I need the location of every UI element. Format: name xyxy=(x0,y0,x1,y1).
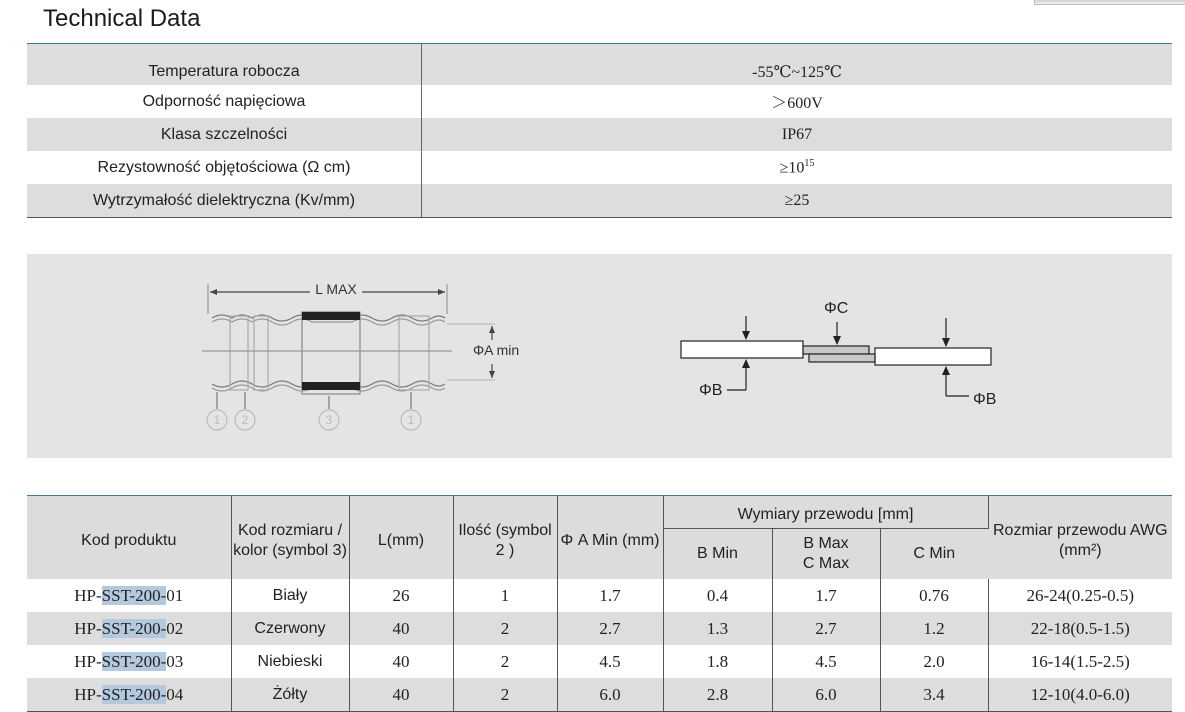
color-cell: Biały xyxy=(231,579,349,612)
l-max-label: L MAX xyxy=(315,281,357,297)
conductor-lower xyxy=(809,354,875,362)
conductor-upper xyxy=(803,346,869,354)
b-min-cell: 2.8 xyxy=(663,678,772,712)
spec-row xyxy=(27,118,1172,151)
phi-a-cell: 4.5 xyxy=(557,645,663,678)
product-code xyxy=(27,612,231,645)
part-number: 1 xyxy=(213,413,221,427)
awg-cell: 22-18(0.5-1.5) xyxy=(988,612,1172,645)
code-prefix: HP- xyxy=(74,651,102,671)
length-cell: 26 xyxy=(349,579,453,612)
header-code: Kod produktu xyxy=(27,496,231,579)
wire-left xyxy=(681,341,803,358)
code-highlight: SST-200- xyxy=(101,651,167,671)
code-suffix: 01 xyxy=(166,585,184,605)
part-number: 3 xyxy=(325,413,333,427)
spec-value: -55℃~125℃ xyxy=(422,44,1173,85)
header-size-color: Kod rozmiaru / kolor (symbol 3) xyxy=(231,496,349,579)
spec-value-exponent: 15 xyxy=(804,157,815,169)
header-b-max xyxy=(772,529,880,579)
phi-a-cell: 1.7 xyxy=(557,579,663,612)
code-prefix: HP- xyxy=(74,618,102,638)
phi-a-cell: 2.7 xyxy=(557,612,663,645)
part-number: 2 xyxy=(241,413,249,427)
header-c-min: C Min xyxy=(880,529,988,579)
spec-table xyxy=(27,44,1172,218)
spec-value-base: ≥10 xyxy=(779,159,805,177)
header-phi-a: Φ A Min (mm) xyxy=(557,496,663,579)
table-row xyxy=(27,579,1172,612)
b-max-cell: 4.5 xyxy=(772,645,880,678)
header-length: L(mm) xyxy=(349,496,453,579)
product-code xyxy=(27,579,231,612)
spec-label: Temperatura robocza xyxy=(27,44,422,85)
product-table xyxy=(27,496,1172,712)
code-suffix: 04 xyxy=(166,684,184,704)
spec-row xyxy=(27,44,1172,85)
product-code xyxy=(27,678,231,712)
spec-row xyxy=(27,151,1172,184)
table-row xyxy=(27,612,1172,645)
table-row xyxy=(27,645,1172,678)
product-code xyxy=(27,645,231,678)
awg-cell: 12-10(4.0-6.0) xyxy=(988,678,1172,712)
connector-diagram xyxy=(27,254,1172,458)
awg-cell: 26-24(0.25-0.5) xyxy=(988,579,1172,612)
c-min-cell: 3.4 xyxy=(880,678,988,712)
part-number: 1 xyxy=(407,413,415,427)
b-label-right: ΦB xyxy=(973,391,997,408)
wire-splice-view xyxy=(681,316,991,396)
code-prefix: HP- xyxy=(74,684,102,704)
solder-ring-top xyxy=(302,312,360,320)
header-b-max-line1: B Max xyxy=(803,535,849,553)
spec-label: Odporność napięciowa xyxy=(27,85,422,118)
b-max-cell: 1.7 xyxy=(772,579,880,612)
b-max-cell: 2.7 xyxy=(772,612,880,645)
b-max-cell: 6.0 xyxy=(772,678,880,712)
length-cell: 40 xyxy=(349,678,453,712)
b-min-cell: 1.8 xyxy=(663,645,772,678)
table-row xyxy=(27,678,1172,712)
spec-label: Klasa szczelności xyxy=(27,118,422,151)
length-cell: 40 xyxy=(349,612,453,645)
b-label-left: ΦB xyxy=(699,382,723,399)
code-highlight: SST-200- xyxy=(101,618,167,638)
spec-value xyxy=(422,151,1173,184)
header-qty: Ilość (symbol 2 ) xyxy=(453,496,557,579)
b-min-cell: 1.3 xyxy=(663,612,772,645)
spec-value: IP67 xyxy=(422,118,1173,151)
spec-label: Rezystowność objętościowa (Ω cm) xyxy=(27,151,422,184)
qty-cell: 1 xyxy=(453,579,557,612)
page-title: Technical Data xyxy=(43,5,201,32)
c-min-cell: 1.2 xyxy=(880,612,988,645)
spec-row xyxy=(27,85,1172,118)
b-min-cell: 0.4 xyxy=(663,579,772,612)
header-wire-dims: Wymiary przewodu [mm] xyxy=(663,496,988,529)
qty-cell: 2 xyxy=(453,612,557,645)
code-highlight: SST-200- xyxy=(101,585,167,605)
connector-side-view xyxy=(202,284,495,430)
header-b-min: B Min xyxy=(663,529,772,579)
wire-right xyxy=(875,348,991,365)
color-cell: Czerwony xyxy=(231,612,349,645)
header-awg: Rozmiar przewodu AWG (mm²) xyxy=(988,496,1172,579)
window-corner xyxy=(1034,0,1185,5)
qty-cell: 2 xyxy=(453,678,557,712)
qty-cell: 2 xyxy=(453,645,557,678)
solder-ring-bottom xyxy=(302,382,360,390)
spec-value: ≥25 xyxy=(422,184,1173,218)
a-min-label: ΦA min xyxy=(473,342,520,358)
awg-cell: 16-14(1.5-2.5) xyxy=(988,645,1172,678)
code-suffix: 03 xyxy=(166,651,184,671)
header-b-max-line2: C Max xyxy=(802,555,850,573)
color-cell: Żółty xyxy=(231,678,349,712)
code-suffix: 02 xyxy=(166,618,184,638)
diagram-panel xyxy=(27,254,1172,458)
color-cell: Niebieski xyxy=(231,645,349,678)
spec-row xyxy=(27,184,1172,218)
c-min-cell: 2.0 xyxy=(880,645,988,678)
spec-value: ＞600V xyxy=(422,85,1173,118)
c-min-cell: 0.76 xyxy=(880,579,988,612)
spec-label: Wytrzymałość dielektryczna (Kv/mm) xyxy=(27,184,422,218)
phi-a-cell: 6.0 xyxy=(557,678,663,712)
code-highlight: SST-200- xyxy=(101,684,167,704)
code-prefix: HP- xyxy=(74,585,102,605)
c-label: ΦC xyxy=(824,300,849,317)
length-cell: 40 xyxy=(349,645,453,678)
